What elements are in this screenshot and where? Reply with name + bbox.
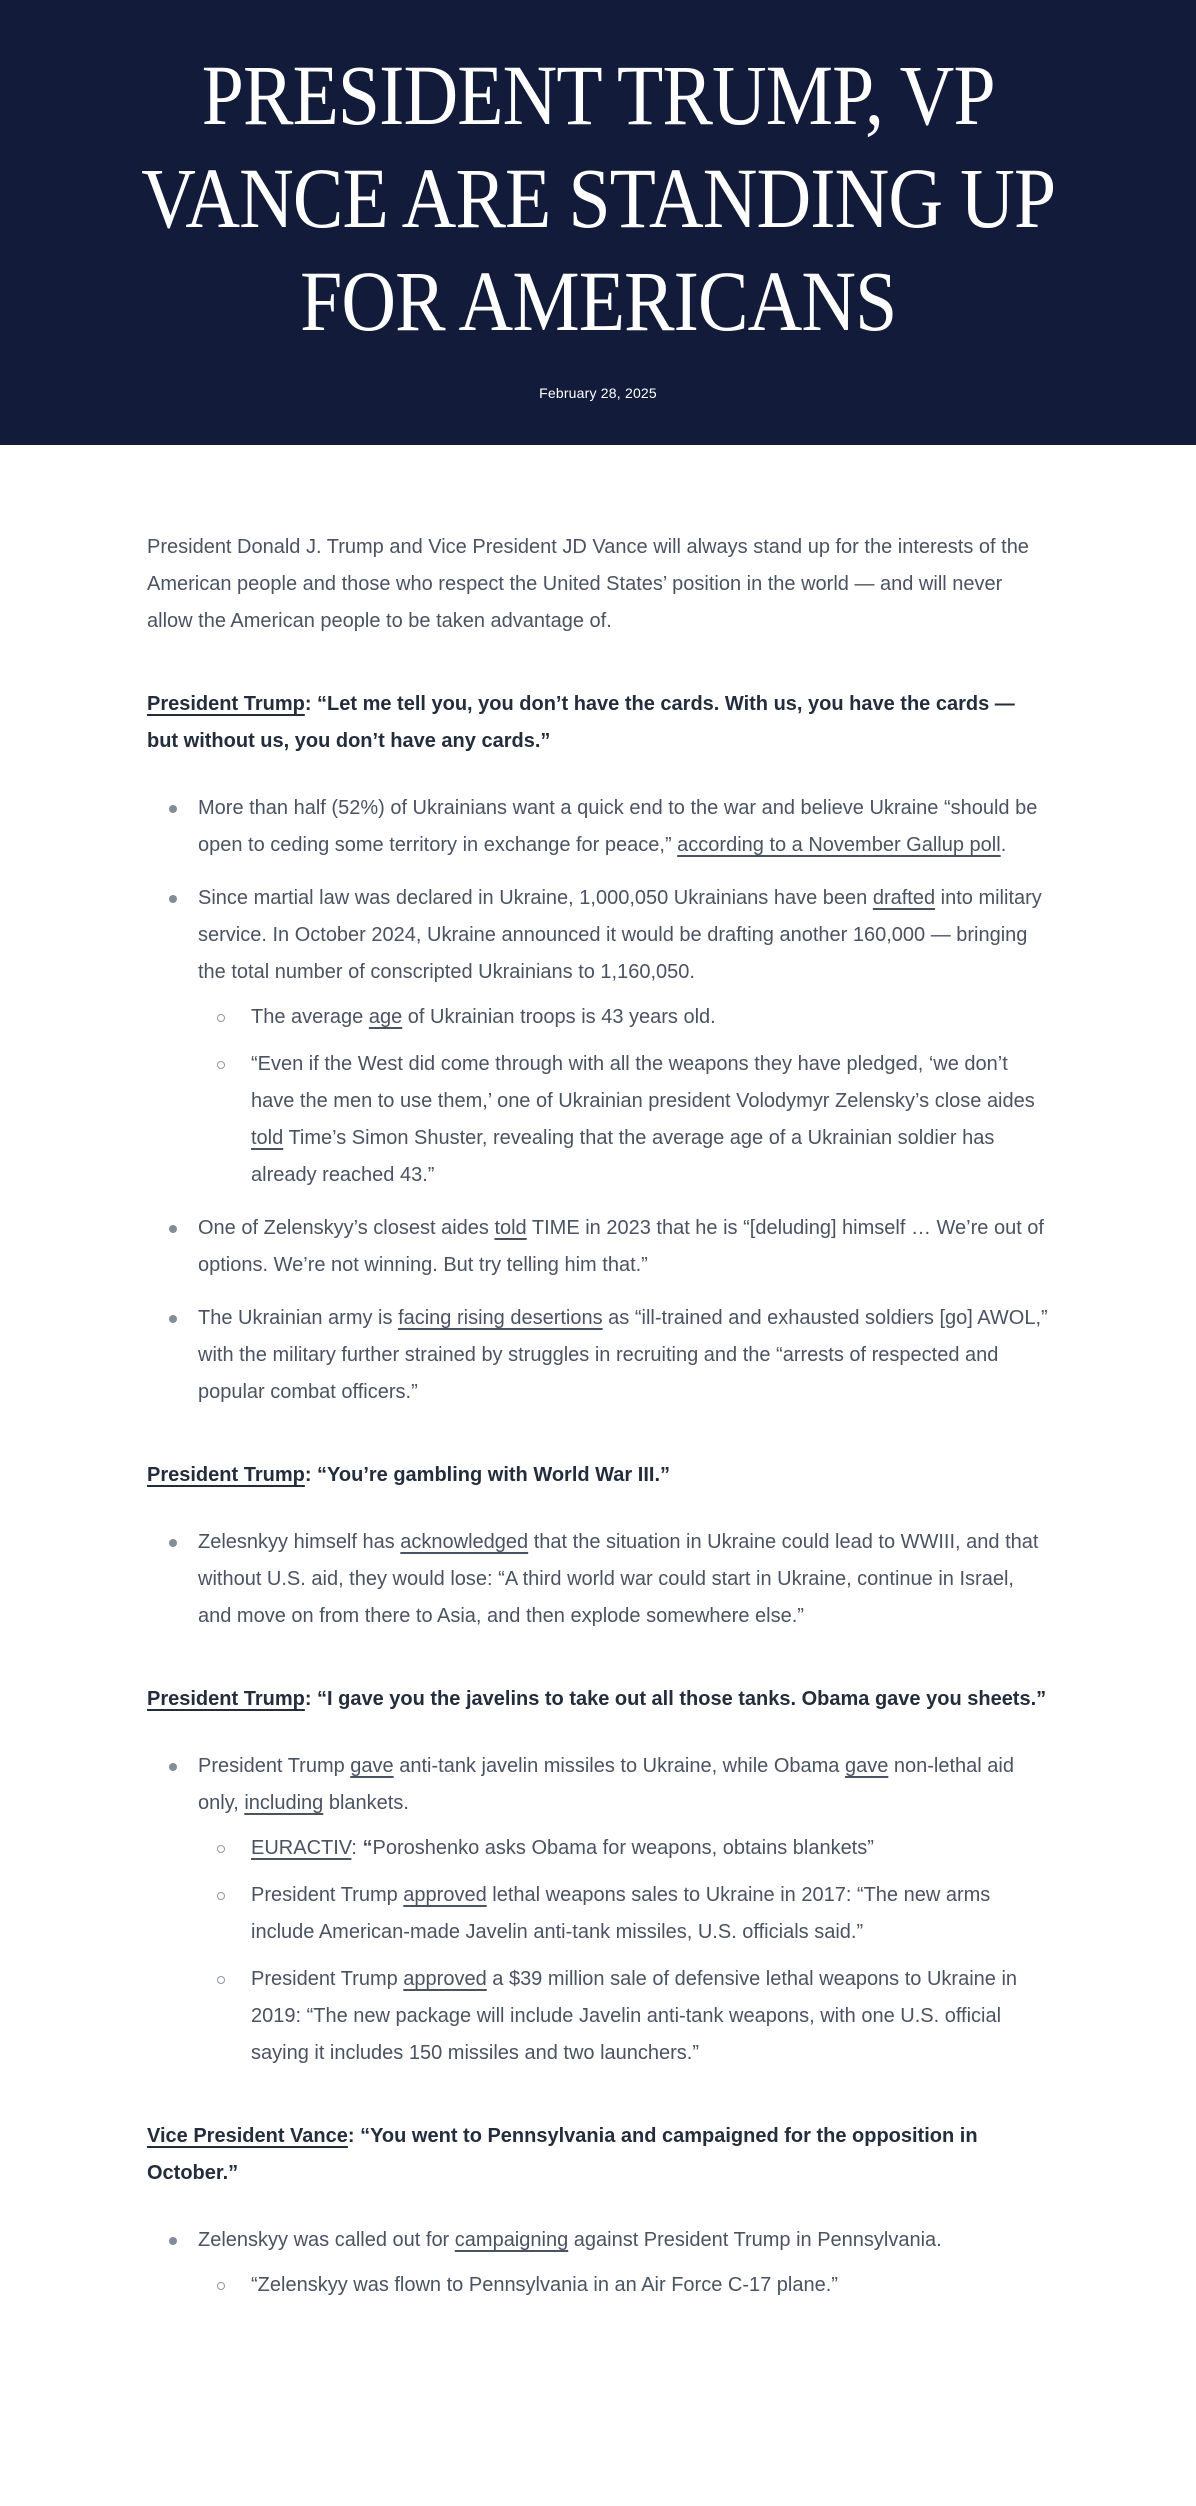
bullet-list [147, 1524, 1049, 1635]
text-segment: “Zelenskyy was flown to Pennsylvania in an Air Force C-17 plane.” [251, 2274, 838, 2296]
text-segment: : “You’re gambling with World War III.” [304, 1464, 670, 1486]
text-segment: Zelenskyy was called out for [198, 2229, 455, 2251]
section-heading [147, 2118, 1049, 2192]
inline-link[interactable]: told [494, 1217, 527, 1239]
bullet-list [147, 2222, 1049, 2304]
hero-banner [0, 0, 1196, 445]
text-segment: of Ukrainian troops is 43 years old. [402, 1006, 716, 1028]
bullet-list [147, 1748, 1049, 2072]
sub-bullet-list [198, 1830, 1049, 2072]
page-title [141, 44, 1055, 354]
inline-link[interactable]: approved [403, 1968, 487, 1990]
inline-link[interactable]: approved [403, 1884, 487, 1906]
text-segment: President Donald J. Trump and Vice President JD Vance will always stand up for the interests of the American people and those who respect the United States’ position in the world — and will never allow the American people to be taken advantage of. [147, 536, 1029, 632]
sub-bullet-item [198, 1877, 1049, 1951]
text-segment: Poroshenko asks Obama for weapons, obtains blankets” [372, 1837, 874, 1859]
page-title-line: VANCE ARE STANDING UP [141, 149, 1055, 246]
article-body [147, 445, 1049, 2304]
bullet-item [147, 1524, 1049, 1635]
text-segment: The Ukrainian army is [198, 1307, 399, 1329]
text-segment: President Trump [251, 1884, 404, 1906]
page-title-line: FOR AMERICANS [299, 253, 897, 350]
inline-link[interactable]: President Trump [147, 1688, 305, 1710]
text-segment: . [1000, 834, 1007, 856]
inline-link[interactable]: campaigning [454, 2229, 569, 2251]
bullet-list [147, 790, 1049, 1411]
inline-link[interactable]: President Trump [147, 693, 305, 715]
bullet-item [147, 1748, 1049, 2072]
sub-bullet-item [198, 1830, 1049, 1867]
text-segment: non-lethal aid only, [198, 1755, 1014, 1814]
inline-link[interactable]: EURACTIV [251, 1837, 352, 1859]
sub-bullet-item [198, 1046, 1049, 1194]
text-segment: : [351, 1837, 363, 1859]
sub-bullet-item [198, 2267, 1049, 2304]
bullet-item [147, 880, 1049, 1194]
text-segment: Since martial law was declared in Ukraine, 1,000,050 Ukrainians have been [198, 887, 873, 909]
bullet-item [147, 790, 1049, 864]
text-segment: “ [362, 1837, 373, 1859]
inline-link[interactable]: according to a November Gallup poll [677, 834, 1001, 856]
inline-link[interactable]: gave [350, 1755, 394, 1777]
intro-paragraph [147, 529, 1049, 640]
sub-bullet-item [198, 1961, 1049, 2072]
sub-bullet-item [198, 999, 1049, 1036]
text-segment: into military service. In October 2024, Ukraine announced it would be drafting another 160,000 — bringing the total number of conscripted Ukrainians to 1,160,050. [198, 887, 1042, 983]
text-segment: that the situation in Ukraine could lead to WWIII, and that without U.S. aid, they would lose: “A third world war could start in Ukraine, continue in Israel, and move on from there to Asia, and then explode somewhere else.” [198, 1531, 1039, 1627]
text-segment: blankets. [323, 1792, 409, 1814]
section-heading [147, 1681, 1049, 1718]
text-segment: More than half (52%) of Ukrainians want a quick end to the war and believe Ukraine “should be open to ceding some territory in exchange for peace,” [198, 797, 1038, 856]
text-segment: : “I gave you the javelins to take out all those tanks. Obama gave you sheets.” [304, 1688, 1047, 1710]
page-title-line: PRESIDENT TRUMP, VP [201, 46, 995, 143]
inline-link[interactable]: including [244, 1792, 324, 1814]
inline-link[interactable]: drafted [872, 887, 936, 909]
publish-date: February 28, 2025 [539, 385, 657, 402]
inline-link[interactable]: age [368, 1006, 403, 1028]
inline-link[interactable]: President Trump [147, 1464, 305, 1486]
text-segment: TIME in 2023 that he is “[deluding] himself … We’re out of options. We’re not winning. But try telling him that.” [198, 1217, 1044, 1276]
section-heading [147, 686, 1049, 760]
sub-bullet-list [198, 2267, 1049, 2304]
bullet-item [147, 1300, 1049, 1411]
bullet-item [147, 2222, 1049, 2304]
bullet-item [147, 1210, 1049, 1284]
text-segment: Zelesnkyy himself has [198, 1531, 401, 1553]
text-segment: President Trump [251, 1968, 404, 1990]
inline-link[interactable]: facing rising desertions [398, 1307, 603, 1329]
inline-link[interactable]: gave [844, 1755, 889, 1777]
sub-bullet-list [198, 999, 1049, 1194]
text-segment: a $39 million sale of defensive lethal weapons to Ukraine in 2019: “The new package will include Javelin anti-tank weapons, with one U.S. official saying it includes 150 missiles and two launchers.” [251, 1968, 1018, 2064]
inline-link[interactable]: told [251, 1127, 284, 1149]
text-segment: anti-tank javelin missiles to Ukraine, while Obama [393, 1755, 845, 1777]
text-segment: “Even if the West did come through with all the weapons they have pledged, ‘we don’t have the men to use them,’ one of Ukrainian president Volodymyr Zelensky’s close aides [251, 1053, 1035, 1112]
text-segment: as “ill-trained and exhausted soldiers [go] AWOL,” with the military further strained by struggles in recruiting and the “arrests of respected and popular combat officers.” [198, 1307, 1048, 1403]
text-segment: lethal weapons sales to Ukraine in 2017: “The new arms include American-made Javelin anti-tank missiles, U.S. officials said.” [251, 1884, 991, 1943]
text-segment: Time’s Simon Shuster, revealing that the average age of a Ukrainian soldier has already reached 43.” [251, 1127, 995, 1186]
section-heading [147, 1457, 1049, 1494]
text-segment: against President Trump in Pennsylvania. [568, 2229, 942, 2251]
inline-link[interactable]: acknowledged [400, 1531, 529, 1553]
text-segment: One of Zelenskyy’s closest aides [198, 1217, 495, 1239]
text-segment: President Trump [198, 1755, 351, 1777]
text-segment: : “Let me tell you, you don’t have the cards. With us, you have the cards — but without us, you don’t have any cards.” [147, 693, 1015, 752]
text-segment: The average [251, 1006, 369, 1028]
text-segment: : “You went to Pennsylvania and campaigned for the opposition in October.” [147, 2125, 978, 2184]
inline-link[interactable]: Vice President Vance [147, 2125, 348, 2147]
